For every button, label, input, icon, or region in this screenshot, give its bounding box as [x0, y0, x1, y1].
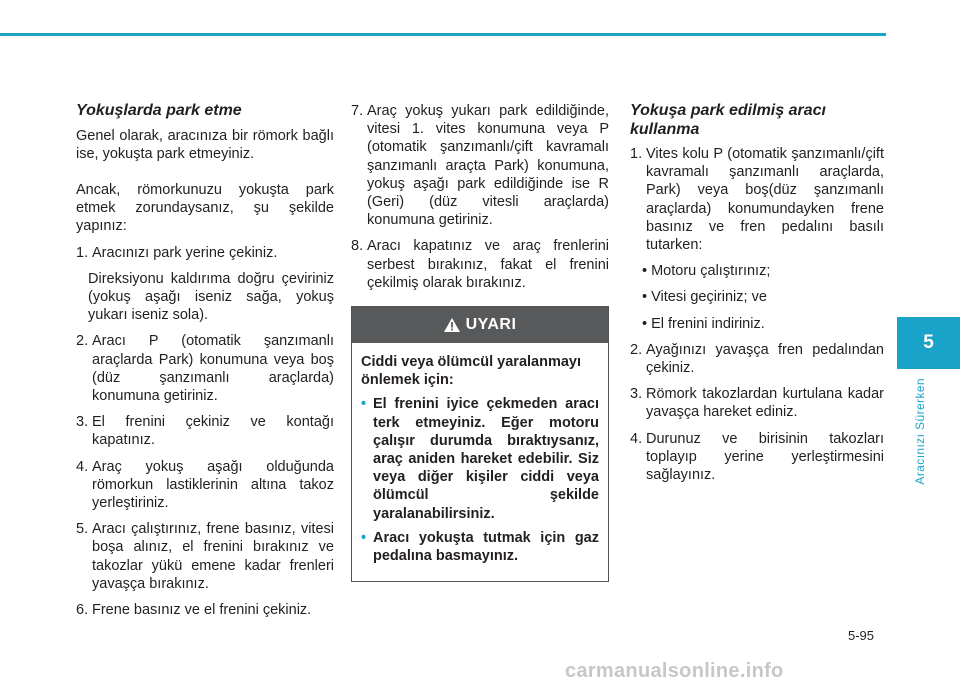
step-item: 5. Aracı çalıştırınız, frene basınız, vitesi boşa alınız, el frenini bırakınız ve takozlar yükü emene kadar frenleri yavaşça bırakınız.	[76, 521, 334, 592]
watermark: carmanualsonline.info	[565, 660, 784, 682]
step-item: 8. Aracı kapatınız ve araç frenlerini serbest bırakınız, fakat el frenini çekilmiş olarak bırakınız.	[351, 238, 609, 291]
instruction-paragraph: Ancak, römorkunuzu yokuşta park etmek zorundaysanız, şu şekilde yapınız:	[76, 181, 334, 235]
warning-title: UYARI	[465, 315, 517, 333]
column-left	[76, 102, 334, 627]
bullet-item: • El frenini indiriniz.	[642, 315, 765, 332]
step-item: 2. Ayağınızı yavaşça fren pedalından çekiniz.	[630, 341, 884, 377]
step-item: 4. Durunuz ve birisinin takozları toplayıp yerine yerleştirmesini sağlayınız.	[630, 430, 884, 484]
page-number: 5-95	[848, 628, 875, 643]
chapter-tab[interactable]: 5	[897, 317, 960, 369]
step-item: 6. Frene basınız ve el frenini çekiniz.	[76, 601, 312, 618]
header-rule	[0, 33, 886, 36]
warning-triangle-icon	[444, 318, 460, 332]
step-subtext: Direksiyonu kaldırıma doğru çeviriniz (yokuş aşağı iseniz sağa, yokuş yukarı iseniz sola).	[88, 270, 334, 324]
intro-paragraph: Genel olarak, aracınıza bir römork bağlı ise, yokuşta park etmeyiniz.	[76, 127, 334, 162]
step-item: 3. Römork takozlardan kurtulana kadar yavaşça hareket ediniz.	[630, 386, 884, 421]
bullet-item: • Motoru çalıştırınız;	[642, 263, 771, 280]
step-item: 1. Aracınızı park yerine çekiniz.	[76, 244, 278, 261]
step-item: 3. El frenini çekiniz ve kontağı kapatınız.	[76, 414, 334, 449]
step-item: 2. Aracı P (otomatik şanzımanlı araçlarda Park) konumuna veya boş (düz şanzımanlı araçlarda) konumuna getiriniz.	[76, 333, 334, 404]
step-item: 4. Araç yokuş aşağı olduğunda römorkun lastiklerinin altına takoz yerleştiriniz.	[76, 458, 334, 511]
warning-body	[352, 343, 608, 581]
bullet-item: • Vitesi geçiriniz; ve	[642, 289, 767, 306]
chapter-label: Aracınızı Sürerken	[913, 378, 927, 485]
step-item: 1. Vites kolu P (otomatik şanzımanlı/çift kavramalı şanzımanlı araçlarda, Park) veya boş(düz şanzımanlı araçlarda) konumundayken frene basınız ve fren pedalını basılı tutarken:	[630, 146, 884, 254]
section-title-hill-departure: Yokuşa park edilmiş aracı kullanma	[630, 102, 826, 138]
column-middle	[351, 102, 609, 582]
step-item: 7. Araç yokuş yukarı park edildiğinde, vitesi 1. vites konumuna veya P (otomatik şanzımanlı/çift kavramalı şanzımanlı araçta Park) konumuna, yokuş aşağı park edildiğinde ise R (Geri) (düz vitesli araçlarda) konumuna getiriniz.	[351, 103, 609, 229]
warning-box	[351, 306, 609, 582]
warning-item: • El frenini iyice çekmeden aracı terk etmeyiniz. Eğer motoru çalışır durumda bıraktıysanız, araç aniden hareket edebilir. Siz veya diğer kişiler ciddi veya ölümcül şekilde yaralanabilirsiniz.	[361, 396, 599, 522]
warning-item: • Aracı yokuşta tutmak için gaz pedalına basmayınız.	[361, 529, 599, 565]
column-right	[630, 102, 884, 492]
section-title-hill-parking: Yokuşlarda park etme	[76, 102, 242, 119]
warning-lead: Ciddi veya ölümcül yaralanmayı önlemek için:	[361, 354, 582, 389]
warning-header	[352, 307, 608, 343]
